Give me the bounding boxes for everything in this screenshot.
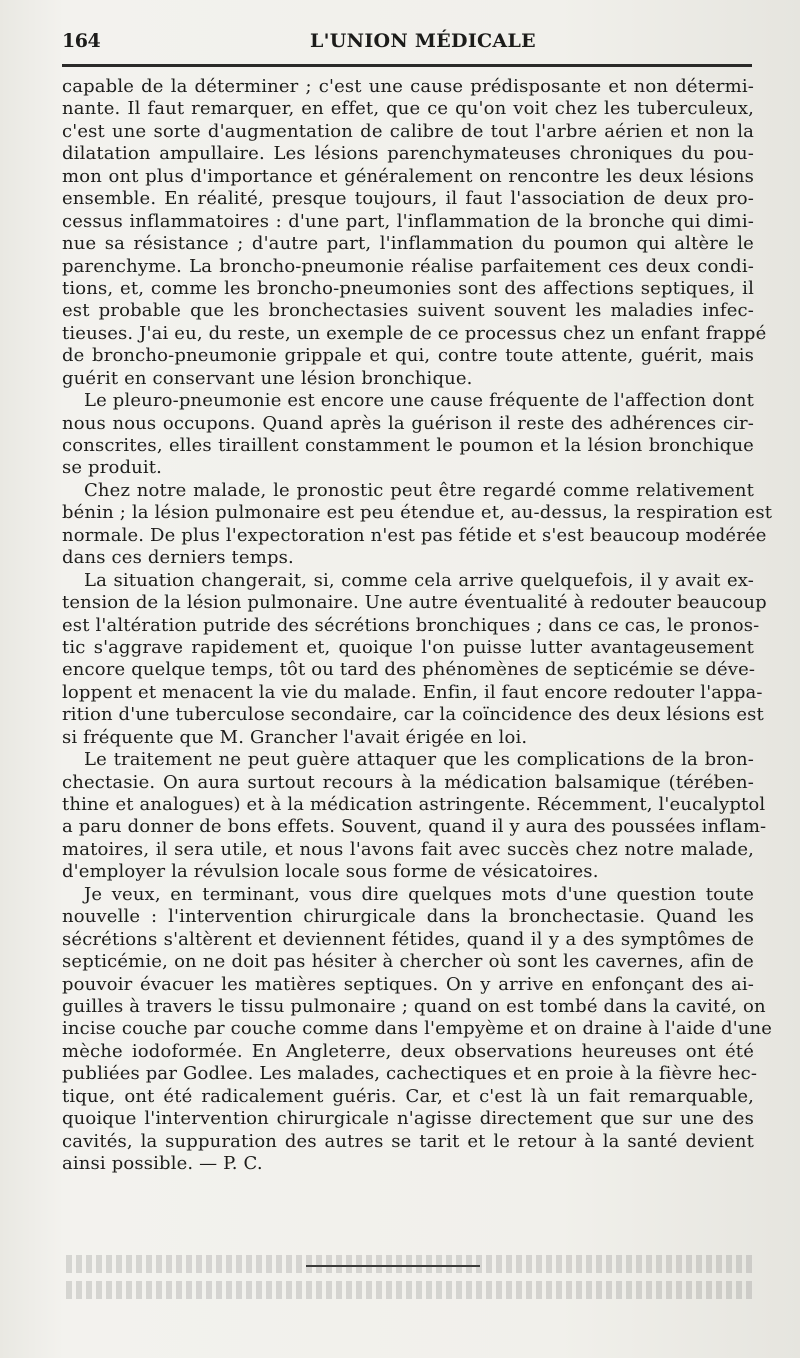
article-body	[62, 76, 773, 1175]
page-header	[62, 30, 752, 60]
text-line: tension de la lésion pulmonaire. Une autre éventualité à redouter beaucoup	[62, 592, 767, 614]
text-line: ensemble. En réalité, presque toujours, il faut l'association de deux pro-	[62, 188, 754, 210]
text-line: est l'altération putride des sécrétions bronchiques ; dans ce cas, le pronos-	[62, 614, 760, 636]
text-line: Je veux, en terminant, vous dire quelques mots d'une question toute	[84, 883, 754, 905]
bleed-through-text	[62, 1255, 752, 1315]
text-line: d'employer la révulsion locale sous forme de vésicatoires.	[62, 861, 599, 883]
page-number: 164	[62, 30, 101, 52]
text-line: publiées par Godlee. Les malades, cachectiques et en proie à la fièvre hec-	[62, 1063, 758, 1085]
text-line: septicémie, on ne doit pas hésiter à chercher où sont les cavernes, afin de	[62, 951, 754, 973]
text-line: est probable que les bronchectasies suivent souvent les maladies infec-	[62, 300, 754, 322]
text-line: c'est une sorte d'augmentation de calibre de tout l'arbre aérien et non la	[62, 120, 754, 142]
text-line: tique, ont été radicalement guéris. Car, et c'est là un fait remarquable,	[62, 1085, 754, 1107]
header-rule	[62, 64, 752, 67]
text-line: tieuses. J'ai eu, du reste, un exemple de ce processus chez un enfant frappé	[62, 322, 767, 344]
text-line: chectasie. On aura surtout recours à la médication balsamique (térében-	[62, 771, 754, 793]
text-line: de broncho-pneumonie grippale et qui, contre toute attente, guérit, mais	[62, 345, 754, 367]
paragraph	[62, 569, 767, 750]
text-line: Le traitement ne peut guère attaquer que les complications de la bron-	[84, 749, 754, 771]
text-line: capable de la déterminer ; c'est une cause prédisposante et non détermi-	[62, 76, 754, 97]
text-line: se produit.	[62, 457, 163, 479]
paragraph	[62, 749, 767, 884]
text-line: tic s'aggrave rapidement et, quoique l'on puisse lutter avantageusement	[62, 636, 754, 658]
text-line: quoique l'intervention chirurgicale n'agisse directement que sur une des	[62, 1108, 754, 1130]
text-line: nouvelle : l'intervention chirurgicale dans la bronchectasie. Quand les	[62, 906, 754, 928]
paragraph	[62, 390, 754, 480]
text-line: incise couche par couche comme dans l'empyème et on draine à l'aide d'une	[62, 1018, 773, 1040]
text-line: si fréquente que M. Grancher l'avait érigée en loi.	[62, 726, 528, 748]
running-title: L'UNION MÉDICALE	[310, 30, 536, 52]
text-line: dans ces derniers temps.	[62, 547, 294, 569]
text-line: mon ont plus d'importance et généralement on rencontre les deux lésions	[62, 165, 754, 187]
text-line: nue sa résistance ; d'autre part, l'inflammation du poumon qui altère le	[62, 233, 754, 255]
text-line: Chez notre malade, le pronostic peut être regardé comme relativement	[84, 479, 754, 501]
text-line: La situation changerait, si, comme cela arrive quelquefois, il y avait ex-	[84, 569, 754, 591]
text-line: encore quelque temps, tôt ou tard des phénomènes de septicémie se déve-	[62, 659, 756, 681]
text-line: nante. Il faut remarquer, en effet, que ce qu'on voit chez les tuberculeux,	[62, 98, 754, 120]
text-line: guilles à travers le tissu pulmonaire ; quand on est tombé dans la cavité, on	[62, 995, 766, 1017]
text-line: normale. De plus l'expectoration n'est pas fétide et s'est beaucoup modérée	[62, 524, 767, 546]
text-line: matoires, il sera utile, et nous l'avons fait avec succès chez notre malade,	[62, 838, 754, 860]
paragraph	[62, 76, 767, 390]
paragraph	[62, 883, 773, 1176]
text-line: cessus inflammatoires : d'une part, l'inflammation de la bronche qui dimi-	[62, 210, 754, 232]
text-line: conscrites, elles tiraillent constamment le poumon et la lésion bronchique	[62, 435, 754, 456]
text-line: Le pleuro-pneumonie est encore une cause fréquente de l'affection dont	[84, 390, 755, 412]
text-line: bénin ; la lésion pulmonaire est peu étendue et, au-dessus, la respiration est	[62, 502, 773, 524]
text-line: guérit en conservant une lésion bronchique.	[62, 367, 473, 389]
text-line: parenchyme. La broncho-pneumonie réalise parfaitement ces deux condi-	[62, 255, 754, 277]
text-line: rition d'une tuberculose secondaire, car la coïncidence des deux lésions est	[62, 704, 764, 726]
paragraph	[62, 479, 773, 570]
text-line: cavités, la suppuration des autres se tarit et le retour à la santé devient	[62, 1130, 754, 1152]
text-line: loppent et menacent la vie du malade. Enfin, il faut encore redouter l'appa-	[62, 681, 763, 703]
text-line: nous nous occupons. Quand après la guérison il reste des adhérences cir-	[62, 412, 754, 434]
text-line: dilatation ampullaire. Les lésions parenchymateuses chroniques du pou-	[62, 143, 754, 165]
text-line: sécrétions s'altèrent et deviennent fétides, quand il y a des symptômes de	[62, 928, 754, 950]
text-line: pouvoir évacuer les matières septiques. On y arrive en enfonçant des ai-	[62, 973, 754, 995]
text-line: ainsi possible. — P. C.	[62, 1153, 263, 1174]
text-line: mèche iodoformée. En Angleterre, deux observations heureuses ont été	[62, 1040, 754, 1062]
text-line: thine et analogues) et à la médication astringente. Récemment, l'eucalyptol	[62, 794, 766, 815]
text-line: a paru donner de bons effets. Souvent, quand il y aura des poussées inflam-	[62, 816, 767, 838]
text-line: tions, et, comme les broncho-pneumonies sont des affections septiques, il	[62, 277, 754, 299]
